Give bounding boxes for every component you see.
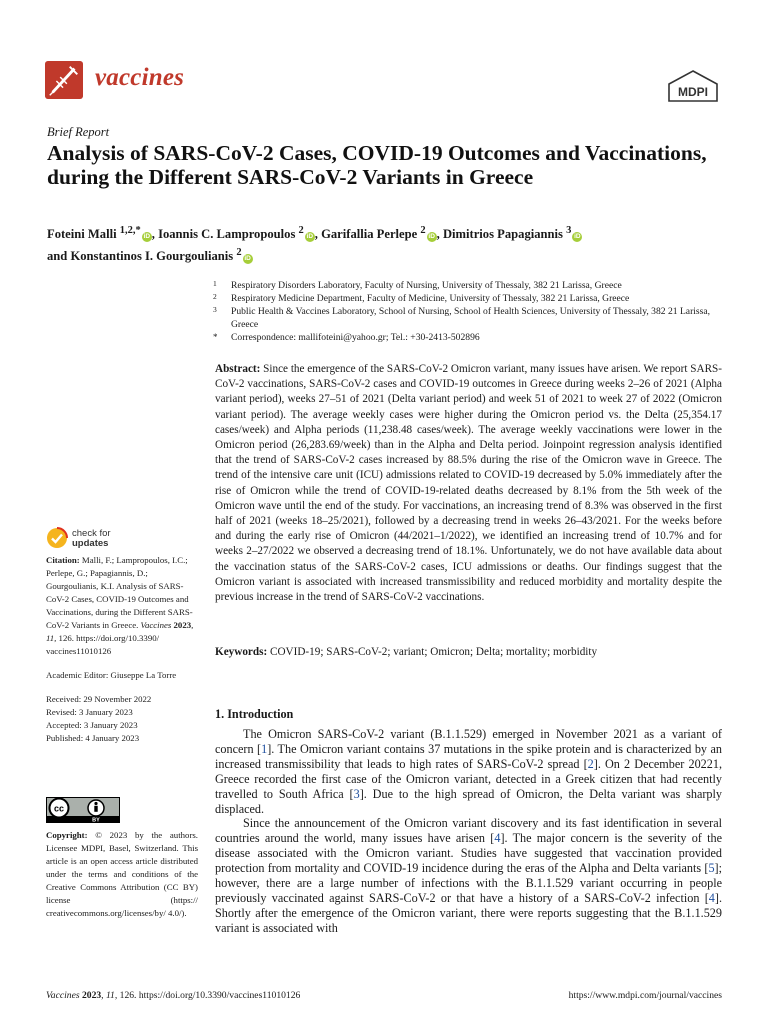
orcid-icon[interactable]: iD <box>428 233 435 241</box>
keywords-text: COVID-19; SARS-CoV-2; variant; Omicron; Delta; mortality; morbidity <box>267 646 598 658</box>
article-info-sidebar <box>46 554 201 745</box>
citation-label: Citation: <box>46 555 80 565</box>
author-name[interactable]: , Ioannis C. Lampropoulos <box>151 227 296 242</box>
keywords <box>215 645 722 660</box>
affiliations <box>213 279 723 344</box>
footer-volume: , 11, <box>101 990 118 1001</box>
orcid-icon[interactable]: iD <box>574 233 581 241</box>
check-updates-label <box>72 529 111 548</box>
journal-name: vaccines <box>95 64 185 91</box>
paragraph-text: The Omicron SARS-CoV-2 variant (B.1.1.529) emerged in November 2021 as a variant of concern [ <box>215 727 722 756</box>
published-date: Published: 4 January 2023 <box>46 733 140 743</box>
citation <box>46 554 201 658</box>
abstract-text: Since the emergence of the SARS-CoV-2 Omicron variant, many issues have arisen. We report SARS-CoV-2 vaccinations, SARS-CoV-2 cases and COVID-19 outcomes in Greece during weeks 2–26 of 2021 (Alpha variant period), weeks 27–51 of 2021 (Delta variant period) and week 51 of 2021 to week 27 of 2022 (Omicron variant period). The average weekly cases were higher during the Omicron period vs. the Delta (25,354.17 cases/week) and Alpha periods (11,238.48 cases/week). The average weekly vaccinations were lower in the Omicron period (26,283.69/week) than in the Alpha and Delta period. Joinpoint regression analysis identified that the trend of SARS-CoV-2 cases increased by 88.5% during the rise of the Omicron wave in Greece. The trend of the intensive care unit (ICU) admissions related to COVID-19 decreased by 5.0% immediately after the rise of Omicron while the trend of COVID-19-related deaths decreased by 8.1% from the 5th week of the Omicron wave until the end of the study. For vaccinations, an increasing trend of 8.3% was observed in the first half of 2021 (weeks 18–25/2021), followed by a decreasing trend in weeks 26–43/2021. For the weeks before and during the early rise of Omicron (44/2021–1/2022), we identified an increasing trend of 10.7% and for weeks 2–27/2022 we observed a decreasing trend of 18.1%. Unfortunately, we do not have available data about the vaccination status of the SARS-CoV-2 cases, ICU admissions or deaths. Our findings suggest that the Omicron variant is associated with increased transmissibility and reduced morbidity and mortality despite the previous increase in the trend of SARS-CoV-2 vaccinations. <box>215 363 722 604</box>
footer-journal: Vaccines <box>46 990 80 1001</box>
paragraph-text: Since the announcement of the Omicron variant discovery and its fast identification in several countries around the world, many issues have arisen [ <box>215 816 722 846</box>
reference-link[interactable]: 5 <box>708 861 715 876</box>
accepted-date: Accepted: 3 January 2023 <box>46 720 138 730</box>
author-name[interactable]: Foteini Malli <box>47 227 117 242</box>
cc-label: cc <box>53 803 65 814</box>
affiliation-text: Respiratory Medicine Department, Faculty of Medicine, University of Thessaly, 382 21 Larissa, Greece <box>231 293 630 304</box>
academic-editor: Academic Editor: Giuseppe La Torre <box>46 670 177 680</box>
paragraph <box>215 816 722 935</box>
cc-by-label: BY <box>92 817 100 823</box>
publisher-name: MDPI <box>678 85 708 99</box>
citation-year: 2023 <box>171 620 192 630</box>
copyright-label: Copyright: <box>46 830 88 840</box>
cc-by-license-icon[interactable] <box>46 797 120 823</box>
copyright-notice <box>46 829 198 920</box>
affiliation-item <box>213 305 723 331</box>
paragraph-text: ]. Shortly after the emergence of the Omicron variant, there were reports suggesting that the B.1.1.529 variant is associated with <box>215 890 722 935</box>
paragraph-text: ]. Due to the high spread of Omicron, the Delta variant was sharply displaced. <box>215 786 722 816</box>
author-list <box>47 222 687 265</box>
article-title: Analysis of SARS-CoV-2 Cases, COVID-19 Outcomes and Vaccinations, during the Different SARS-CoV-2 Variants in Greece <box>47 141 707 189</box>
author-affiliation-marker: 2 <box>420 225 426 236</box>
reference-link[interactable]: 2 <box>587 756 594 771</box>
check-updates-icon <box>46 527 68 549</box>
paragraph-text: ]. On 2 December 20221, Greece recorded the first case of the Omicron variant, detected in a Greek citizen that had recently travelled to South Africa [ <box>215 756 723 801</box>
received-date: Received: 29 November 2022 <box>46 694 152 704</box>
footer-journal-url[interactable]: https://www.mdpi.com/journal/vaccines <box>568 990 722 1001</box>
orcid-icon[interactable]: iD <box>306 233 314 241</box>
author-affiliation-marker: 2 <box>298 225 304 236</box>
author-affiliation-marker: 1,2,* <box>119 225 141 236</box>
check-updates-line2: updates <box>72 537 109 549</box>
footer-citation <box>46 990 300 1001</box>
citation-volume: , 11, <box>46 620 194 643</box>
paragraph-text: ]. The Omicron variant contains 37 mutations in the spike protein and is characterized by an increased transmissibility that leads to high rates of SARS-CoV-2 spread [ <box>215 741 722 771</box>
revised-date: Revised: 3 January 2023 <box>46 707 133 717</box>
mdpi-logo-icon <box>666 70 720 102</box>
affiliation-number: 3 <box>213 305 217 314</box>
copyright-text: © 2023 by the authors. Licensee MDPI, Basel, Switzerland. This article is an open access article distributed under the terms and conditions of the Creative Commons Attribution (CC BY) license (https:// creativecommons.org/licenses/by/ 4.0/). <box>46 830 198 918</box>
affiliation-number: 2 <box>213 292 217 301</box>
reference-link[interactable]: 3 <box>353 786 360 801</box>
author-name[interactable]: , Garifallia Perlepe <box>314 227 418 242</box>
correspondence-item <box>213 331 723 344</box>
check-updates-line1: check for <box>72 528 111 539</box>
reference-link[interactable]: 4 <box>494 831 501 846</box>
orcid-icon[interactable]: iD <box>143 233 151 241</box>
citation-text: Malli, F.; Lampropoulos, I.C.; Perlepe, G.; Papagiannis, D.; Gourgoulianis, K.I. Analysis of SARS-CoV-2 Cases, COVID-19 Outcomes and Vaccinations, during the Different SARS-CoV-2 Variants in Greece. <box>46 555 193 630</box>
section-body <box>215 727 722 936</box>
affiliation-text: Respiratory Disorders Laboratory, Faculty of Nursing, University of Thessaly, 382 21 Larissa, Greece <box>231 280 622 291</box>
reference-link[interactable]: 4 <box>708 890 715 905</box>
footer-year: 2023 <box>79 990 102 1001</box>
section-heading: 1. Introduction <box>215 707 294 721</box>
keywords-label: Keywords: <box>215 646 268 658</box>
correspondence-text[interactable]: Correspondence: mallifoteini@yahoo.gr; Tel.: +30-2413-502896 <box>231 332 480 343</box>
author-affiliation-marker: 3 <box>566 225 572 236</box>
author-name[interactable]: and Konstantinos I. Gourgoulianis <box>47 248 234 263</box>
journal-logo-icon <box>45 61 83 99</box>
paragraph <box>215 727 722 816</box>
reference-link[interactable]: 1 <box>261 741 268 756</box>
article-type: Brief Report <box>47 125 110 139</box>
correspondence-marker: * <box>213 332 218 342</box>
citation-doi[interactable]: 126. https://doi.org/10.3390/ vaccines11010126 <box>46 633 160 656</box>
citation-journal: Vaccines <box>140 620 172 630</box>
author-name[interactable]: , Dimitrios Papagiannis <box>436 227 563 242</box>
affiliation-item <box>213 279 723 292</box>
affiliation-item <box>213 292 723 305</box>
abstract-label: Abstract: <box>215 363 261 375</box>
paragraph-text: ]. The major concern is the severity of the disease associated with the Omicron variant. Studies have suggested that vaccination provided protection from mortality and COVID-19 incidence during the eras of the Alpha and Delta variants [ <box>215 831 722 876</box>
footer-doi[interactable]: 126. https://doi.org/10.3390/vaccines11010126 <box>117 990 301 1001</box>
check-for-updates-button[interactable] <box>46 527 166 551</box>
orcid-icon[interactable]: iD <box>244 254 251 262</box>
abstract <box>215 362 722 605</box>
paragraph-text: ]; however, there are a large number of infections with the B.1.1.529 variant occurring in people previously vaccinated against SARS-CoV-2 or that have a history of a SARS-CoV-2 infection [ <box>215 861 722 905</box>
affiliation-number: 1 <box>213 279 217 288</box>
affiliation-text: Public Health & Vaccines Laboratory, School of Nursing, School of Health Sciences, University of Thessaly, 382 21 Larissa, Greece <box>231 306 711 330</box>
author-affiliation-marker: 2 <box>236 246 242 258</box>
